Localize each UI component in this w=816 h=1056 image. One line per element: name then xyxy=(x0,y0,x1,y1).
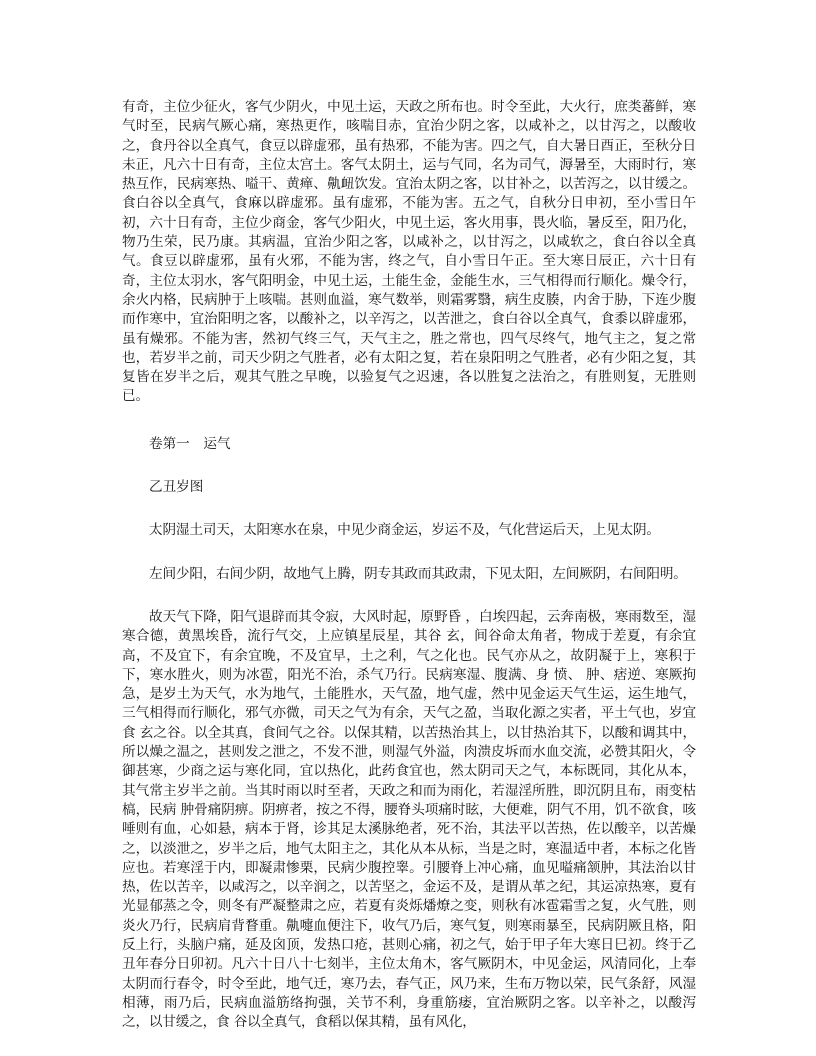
paragraph-continuation: 有奇，主位少征火，客气少阴火，中见土运，天政之所布也。时令至此，大火行，庶类蕃鲜，寒气时至，民病气厥心痛，寒热更作，咳喘目赤，宜治少阴之客，以咸补之，以甘泻之，以酸收之，食丹谷以全真气，食豆以辟虚邪，虽有热邪，不能为害。四之气，自大暑日酉正，至秋分日未正，凡六十日有奇，主位太宫土。客气太阴土，运与气同，名为司气，溽暑至，大雨时行，寒热互作，民病寒热、嗌干、黄瘅、鼽衄饮发。宜治太阴之客，以甘补之，以苦泻之，以甘缓之。食白谷以全真气，食麻以辟虚邪。虽有虚邪，不能为害。五之气，自秋分日申初，至小雪日午初，六十日有奇，主位少商金，客气少阳火，中见土运，客火用事，畏火临，暑反至，阳乃化，物乃生荣，民乃康。其病温，宜治少阳之客，以咸补之，以甘泻之，以咸软之，食白谷以全真气。食豆以辟虚邪，虽有火邪，不能为害，终之气，自小雪日午正。至大寒日辰正，六十日有奇，主位太羽水，客气阳明金，中见土运，土能生金，金能生水，三气相得而行顺化。燥令行，余火内格，民病肿于上咳喘。甚则血溢，寒气数举，则霜雾翳，病生皮腠，内舍于胁，下连少腹而作寒中，宜治阳明之客，以酸补之，以辛泻之，以苦泄之，食白谷以全真气，食黍以辟虚邪，虽有燥邪。不能为害，然初气终三气，天气主之，胜之常也，四气尽终气，地气主之，复之常也，若岁半之前，司天少阴之气胜者，必有太阳之复，若在泉阳明之气胜者，必有少阳之复，其复皆在岁半之后，观其气胜之早晚，以验复气之迟速，各以胜复之法治之，有胜则复，无胜则已。 xyxy=(122,99,696,405)
chapter-title: 卷第一 运气 xyxy=(149,435,231,452)
body-paragraph: 故天气下降，阳气退辟而其令寂，大风时起，原野昏 ，白埃四起，云奔南极，寒雨数至，湿寒合德，黄黑埃昏，流行气交，上应镇星辰星，其谷 玄，间谷命太角者，物成于差夏，有余宜高，不及宜下，有余宜晚，不及宜早，土之利，气之化也。民气亦从之，故阴凝于上，寒积于下，寒水胜火，则为冰雹，阳光不治，杀气乃行。民病寒湿、腹满、身 愤、 肿、痞逆、寒厥拘急，是岁土为天气，水为地气，土能胜水，天气盈，地气虚，然中见金运天气生运，运生地气，三气相得而行顺化，邪气亦微，司天之气为有余，天气之盈，当取化源之实者，平土气也，岁宜食 玄之谷。以全其真，食间气之谷。以保其精，以苦热治其上，以甘热治其下，以酸和调其中，所以燥之温之，甚则发之泄之，不发不泄，则湿气外溢，肉溃皮坼而水血交流，必赞其阳火，令御甚寒，少商之运与寒化同，宜以热化，此药食宜也，然太阴司天之气，本标既同，其化从本，其气常主岁半之前。当其时雨以时至者，天政之和而为雨化，若湿淫所胜，即沉阴且布，雨变枯槁，民病 肿骨痛阴痹。阴痹者，按之不得，腰脊头项痛时眩，大便难，阴气不用，饥不欲食，咳唾则有血，心如悬，病本于肾，诊其足太溪脉绝者，死不治，其法平以苦热，佐以酸辛，以苦燥之，以淡泄之，岁半之后，地气太阳主之，其化从本从标，当是之时，寒温适中者，本标之化皆应也。若寒淫于内，即凝肃惨栗，民病少腹控睾。引腰脊上冲心痛，血见嗌痛颔肿，其法治以甘热，佐以苦辛，以咸泻之，以辛润之，以苦坚之，金运不及，是谓从革之纪，其运凉热寒，夏有光显郁蒸之令，则冬有严凝整肃之应，若夏有炎烁燔燎之变，则秋有冰雹霜雪之复，火气胜，则炎火乃行，民病肩背瞀重。鼽嚏血便注下，收气乃后，寒气复，则寒雨暴至，民病阴厥且格，阳反上行，头脑户痛，延及囟顶，发热口疮，甚则心痛，初之气，始于甲子年大寒日巳初。终于乙丑年春分日卯初。凡六十日八十七刻半，主位太角木，客气厥阴木，中见金运，风清同化，上奉太阴而行春令，时令至此，地气迁，寒乃去，春气正，风乃来，生布万物以荣，民气条舒，风湿相薄，雨乃后，民病血溢筋络拘强，关节不利，身重筋痿，宜治厥阴之客。以辛补之，以酸泻之，以甘缓之，食 谷以全真气，食稻以保其精，虽有风化， xyxy=(122,608,696,1031)
document-page xyxy=(122,98,696,1032)
summary-line-2: 左间少阳，右间少阴，故地气上腾，阴专其政而其政肃，下见太阳，左间厥阴，右间阳明。 xyxy=(149,565,687,582)
summary-line-1: 太阴湿土司天，太阳寒水在泉，中见少商金运，岁运不及，气化营运后天，上见太阴。 xyxy=(149,522,660,539)
section-title: 乙丑岁图 xyxy=(149,479,204,496)
